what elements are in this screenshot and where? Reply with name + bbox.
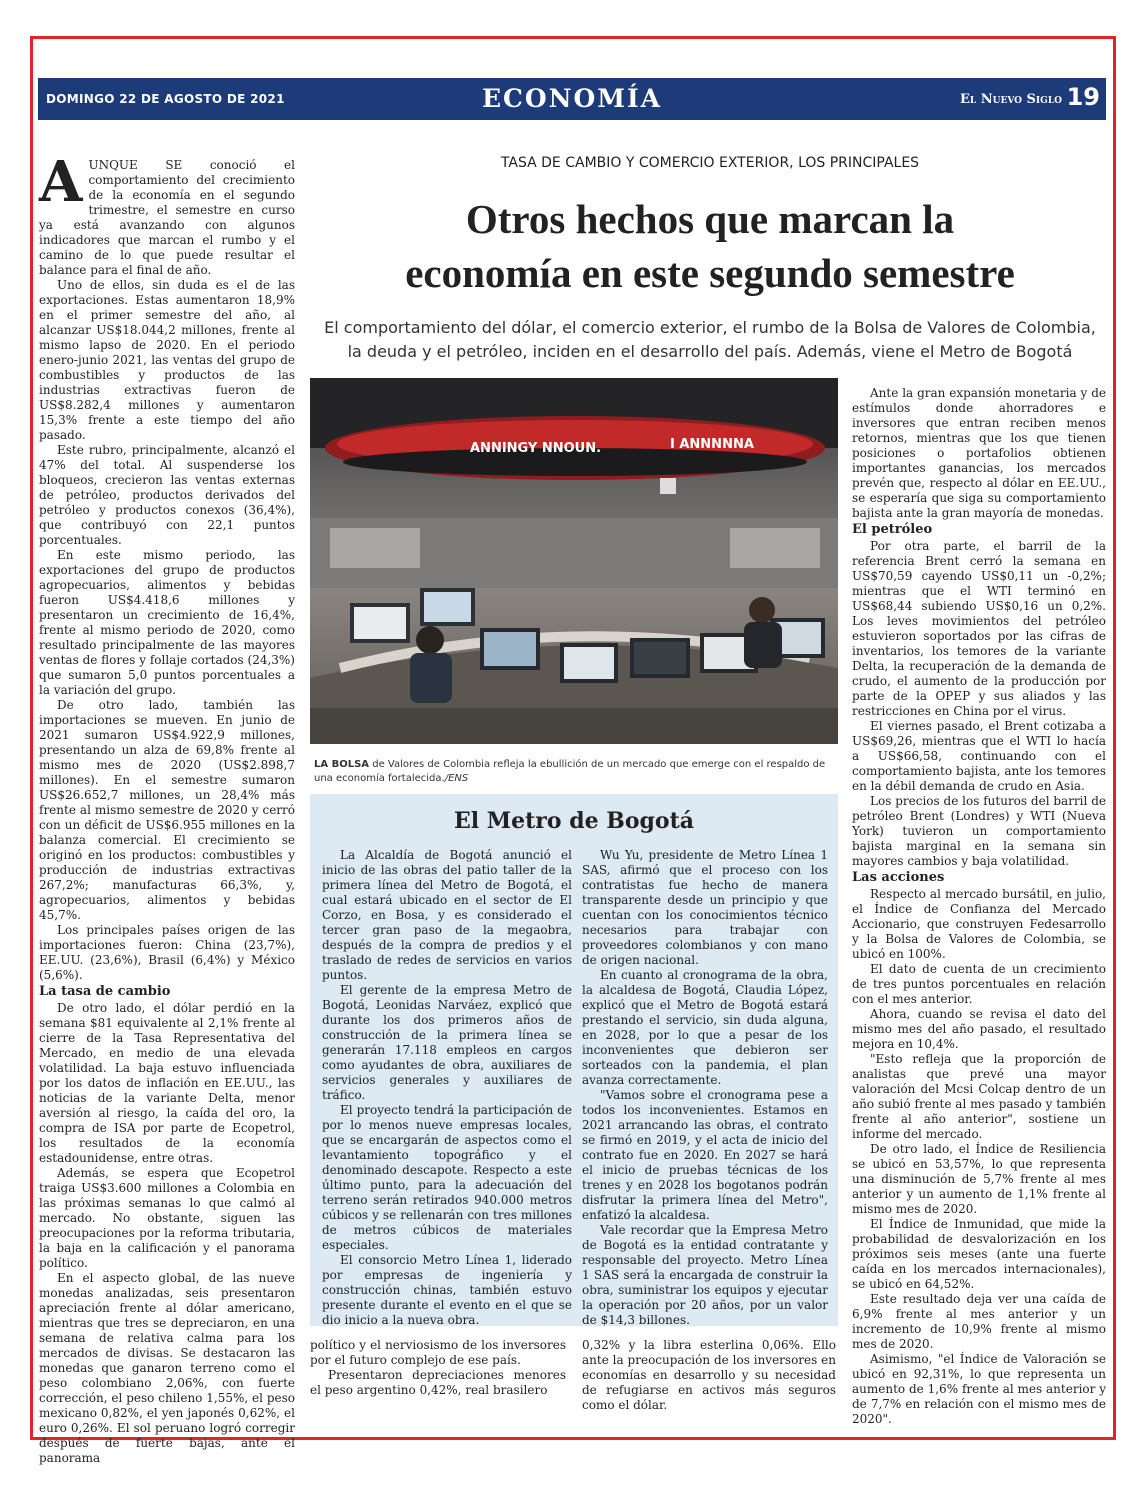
paragraph: Wu Yu, presidente de Metro Línea 1 SAS, afirmó que el proceso con los contratistas fue hecho de manera transparente desde un principio y que cuentan con los conocimientos técnico necesarios para trabajar con proveedores colombianos y con mano de origen nacional. xyxy=(582,848,828,967)
paragraph: Los principales países origen de las importaciones fueron: China (23,7%), EE.UU. (23,6%), Brasil (6,4%) y México (5,6%). xyxy=(39,923,295,982)
drop-cap: A xyxy=(39,149,83,215)
newspaper-name: El Nuevo Siglo xyxy=(960,92,1062,107)
photo-illustration xyxy=(310,378,838,744)
article-deck xyxy=(310,316,1110,364)
section-title: ECONOMÍA xyxy=(481,84,663,113)
paragraph: Este rubro, principalmente, alcanzó el 47% del total. Al suspenderse los bloqueos, crecieron las ventas externas de petróleo, productos derivados del petróleo y productos conexos (36,4%), que contribuyó con 22,1 puntos porcentuales. xyxy=(39,443,295,547)
article-kicker: TASA DE CAMBIO Y COMERCIO EXTERIOR, LOS PRINCIPALES xyxy=(500,155,920,171)
paragraph: Ante la gran expansión monetaria y de estímulos donde ahorradores e inversores que entran reciben menos retornos, mientras que los que tienen posiciones o portafolios obtienen importantes ganancias, los mercados prevén que, respecto al dólar en EE.UU., se esperaría que siga su comportamiento bajista ante la gran mayoría de monedas. xyxy=(852,386,1106,520)
caption-text: de Valores de Colombia refleja la ebullición de un mercado que emerge con el respaldo de una economía fortalecida. xyxy=(314,759,826,784)
continuation-column-right xyxy=(582,1338,836,1413)
paragraph xyxy=(39,149,295,278)
paragraph: Vale recordar que la Empresa Metro de Bogotá es la entidad contratante y responsable del proyecto. Metro Línea 1 SAS será la encargada de construir la obra, suministrar los equipos y ejecutar la operación por 20 años, por un valor de $14,3 billones. xyxy=(582,1223,828,1327)
sign-text-right: I ANNNNNA xyxy=(670,437,754,452)
paragraph: "Esto refleja que la proporción de analistas que prevé una mayor valoración del Mcsi Colcap dentro de un año subió frente al mes pasado y también frente al año anterior", sostiene un informe del mercado. xyxy=(852,1052,1106,1141)
page-number: 19 xyxy=(1066,83,1100,111)
article-headline xyxy=(310,192,1110,300)
sign-text-left: ANNINGY NNOUN. xyxy=(470,441,602,456)
subheading: El petróleo xyxy=(852,522,933,537)
paragraph-text: UNQUE SE conoció el comportamiento del crecimiento de la economía en el segundo trimestre, el semestre en curso ya está avanzando con algunos indicadores que marcan el rumbo y el camino de lo que puede resultar el balance para el final de año. xyxy=(39,158,295,277)
paragraph: En el aspecto global, de las nueve monedas analizadas, seis presentaron apreciación frente al dólar americano, mientras que tres se depreciaron, en una semana de relativa calma para los mercados de divisas. Se destacaron las monedas que ganaron terreno como el peso colombiano 2,06%, con fuerte corrección, el peso chileno 1,55%, el peso mexicano 0,82%, el yen japonés 0,62%, el euro 0,26%. El sol peruano logró corregir después de fuerte bajas, ante el panorama xyxy=(39,1271,295,1465)
sidebar-title: El Metro de Bogotá xyxy=(453,808,694,834)
caption-lead: LA BOLSA xyxy=(314,759,370,770)
paragraph: Respecto al mercado bursátil, en julio, el Índice de Confianza del Mercado Accionario, que construyen Fedesarrollo y la Bolsa de Valores de Colombia, se ubicó en 100%. xyxy=(852,887,1106,961)
paragraph: El proyecto tendrá la participación de por lo menos nueve empresas locales, que se encargarán de aspectos como el levantamiento topográfico y el denominado descapote. Respecto a este último punto, para la adecuación del terreno serán retirados 940.000 metros cúbicos y se rellenarán con tres millones de metros cúbicos de materiales especiales. xyxy=(322,1103,572,1252)
paragraph: 0,32% y la libra esterlina 0,06%. Ello ante la preocupación de los inversores en economías en desarrollo y su necesidad de refugiarse en activos más seguros como el dólar. xyxy=(582,1338,836,1412)
paragraph: De otro lado, también las importaciones se mueven. En junio de 2021 sumaron US$4.922,9 millones, presentando un alza de 69,8% frente al mismo mes de 2020 (US$2.898,7 millones). En el semestre sumaron US$26.652,7 millones, un 28,4% más frente al mismo semestre de 2020 y cerró con un déficit de US$6.955 millones en la balanza comercial. El crecimiento se originó en los productos: combustibles y producción de industrias extractivas 267,2%; manufacturas 66,3%, y, agropecuarios, alimentos y bebidas 45,7%. xyxy=(39,698,295,922)
header-date: DOMINGO 22 DE AGOSTO DE 2021 xyxy=(46,92,285,106)
photo-caption xyxy=(314,758,834,786)
page-header xyxy=(38,78,1106,120)
deck-line-1: El comportamiento del dólar, el comercio exterior, el rumbo de la Bolsa de Valores de Colombia, xyxy=(324,318,1096,337)
subheading: La tasa de cambio xyxy=(39,984,171,999)
paragraph: El consorcio Metro Línea 1, liderado por empresas de ingeniería y construcción chinas, también estuvo presente durante el evento en el que se dio inicio a la nueva obra. xyxy=(322,1253,572,1327)
paragraph: Ahora, cuando se revisa el dato del mismo mes del año pasado, el resultado mejora en 10,4%. xyxy=(852,1007,1106,1051)
paragraph: De otro lado, el dólar perdió en la semana $81 equivalente al 2,1% frente al cierre de la Tasa Representativa del Mercado, en medio de una elevada volatilidad. La baja estuvo influenciada por los datos de inflación en EE.UU., las noticias de la variante Delta, menor aversión al riesgo, la caída del oro, la compra de ISA por parte de Ecopetrol, los resultados de la economía estadounidense, entre otras. xyxy=(39,1001,295,1165)
paragraph: Asimismo, "el Índice de Valoración se ubicó en 92,31%, lo que representa un aumento de 1,6% frente al mes anterior y de 7,7% en relación con el mismo mes de 2020". xyxy=(852,1352,1106,1426)
paragraph: El Índice de Inmunidad, que mide la probabilidad de desvalorización en los próximos seis meses (ante una fuerte caída en los mercados internacionales), se ubicó en 64,52%. xyxy=(852,1217,1106,1291)
deck-line-2: la deuda y el petróleo, inciden en el desarrollo del país. Además, viene el Metro de Bogotá xyxy=(347,342,1073,361)
paragraph: El viernes pasado, el Brent cotizaba a US$69,26, mientras que el WTI lo hacía a US$66,58, continuando con el comportamiento bajista, ante los temores en la débil demanda de crudo en Asia. xyxy=(852,719,1106,793)
sidebar-column-right xyxy=(582,848,828,1328)
continuation-column-left xyxy=(310,1338,566,1398)
trading-floor-photo xyxy=(310,378,838,744)
paragraph: De otro lado, el Índice de Resiliencia se ubicó en 53,57%, lo que representa una disminución de 5,7% frente al mes anterior y un aumento de 1,1% frente al mismo mes de 2020. xyxy=(852,1142,1106,1216)
subheading: Las acciones xyxy=(852,870,945,885)
sidebar-column-left xyxy=(322,848,572,1328)
paragraph: Los precios de los futuros del barril de petróleo Brent (Londres) y WTI (Nueva York) tuvieron un comportamiento bajista marginal en la semana sin mayores cambios y baja volatilidad. xyxy=(852,794,1106,868)
paragraph: Este resultado deja ver una caída de 6,9% frente al mes anterior y un incremento de 10,9% frente al mismo mes de 2020. xyxy=(852,1292,1106,1351)
column-4 xyxy=(852,386,1106,1427)
paragraph: El gerente de la empresa Metro de Bogotá, Leonidas Narváez, explicó que durante los dos primeros años de construcción de la primera línea se generarán 17.118 empleos en cargos como ayudantes de obra, auxiliares de servicios generales y auxiliares de tráfico. xyxy=(322,983,572,1102)
paragraph: En cuanto al cronograma de la obra, la alcaldesa de Bogotá, Claudia López, explicó que el Metro de Bogotá estará prestando el servicio, sin duda alguna, en 2028, por lo que a pesar de los inconvenientes que debieron ser sorteados con la pandemia, el plan avanza correctamente. xyxy=(582,968,828,1087)
paragraph: "Vamos sobre el cronograma pese a todos los inconvenientes. Estamos en 2021 arrancando las obras, el contrato se firmó en 2019, y el acta de inicio del contrato fue en 2020. En 2027 se hará el inicio de pruebas técnicas de los trenes y en 2028 los bogotanos podrán disfrutar la primera línea del Metro", enfatizó la alcaldesa. xyxy=(582,1088,828,1222)
paragraph: La Alcaldía de Bogotá anunció el inicio de las obras del patio taller de la primera línea del Metro de Bogotá, el cual estará ubicado en el sector de El Corzo, en Bosa, y es considerado el tercer gran paso de la megaobra, después de la compra de predios y el traslado de redes de servicios en varios puntos. xyxy=(322,848,572,982)
caption-credit: /ENS xyxy=(444,773,469,784)
paragraph: Además, se espera que Ecopetrol traiga US$3.600 millones a Colombia en las próximas semanas lo que calmó al mercado. No obstante, siguen las preocupaciones por la reforma tributaria, la baja en la calificación y el panorama político. xyxy=(39,1166,295,1270)
paragraph: El dato de cuenta de un crecimiento de tres puntos porcentuales en relación con el mes anterior. xyxy=(852,962,1106,1006)
headline-line-2: economía en este segundo semestre xyxy=(405,250,1015,296)
paragraph: Uno de ellos, sin duda es el de las exportaciones. Estas aumentaron 18,9% en el primer semestre del año, al alcanzar US$18.044,2 millones, frente al mismo lapso de 2020. En el periodo enero-junio 2021, las ventas del grupo de combustibles y productos de las industrias extractivas fueron de US$8.282,4 millones y aumentaron 15,3% frente a este tiempo del año pasado. xyxy=(39,278,295,442)
paragraph: político y el nerviosismo de los inversores por el futuro complejo de ese país. xyxy=(310,1338,566,1367)
column-1 xyxy=(39,149,295,1466)
paragraph: En este mismo periodo, las exportaciones del grupo de productos agropecuarios, alimentos y bebidas fueron US$4.418,6 millones y presentaron un crecimiento de 16,4%, frente al mismo periodo de 2020, como resultado principalmente de las mayores ventas de flores y follaje cortados (24,3%) que sumaron 5,0 puntos porcentuales a la variación del grupo. xyxy=(39,548,295,697)
headline-line-1: Otros hechos que marcan la xyxy=(465,196,955,242)
paragraph: Por otra parte, el barril de la referencia Brent cerró la semana en US$70,59 cayendo US$0,11 un -0,2%; mientras que el WTI terminó en US$68,44 subiendo US$0,16 un 0,2%. Los leves movimientos del petróleo estuvieron soportados por las cifras de inventarios, los temores de la variante Delta, la recuperación de la demanda de crudo, el aumento de la producción por parte de la OPEP y sus aliados y las restricciones en China por el virus. xyxy=(852,539,1106,718)
paragraph: Presentaron depreciaciones menores el peso argentino 0,42%, real brasilero xyxy=(310,1368,566,1397)
